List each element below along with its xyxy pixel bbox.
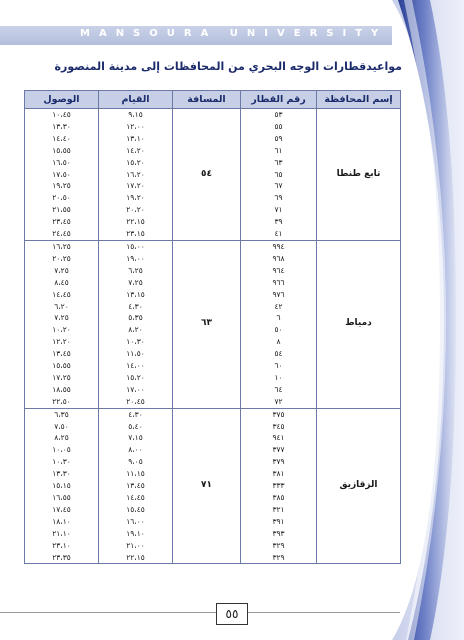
departure-cell: ٥،٣٥ bbox=[99, 312, 173, 324]
train-number-cell: ٣٢٩ bbox=[241, 540, 317, 552]
arrival-cell: ١٢،٢٠ bbox=[25, 336, 99, 348]
arrival-cell: ١٧،٤٥ bbox=[25, 504, 99, 516]
arrival-cell: ١٩،٢٥ bbox=[25, 180, 99, 192]
departure-cell: ٦،٢٥ bbox=[99, 265, 173, 277]
table-header-row bbox=[25, 91, 401, 109]
train-number-cell: ٣٢٩ bbox=[241, 552, 317, 564]
train-number-cell: ٥٩ bbox=[241, 133, 317, 145]
train-number-cell: ٦ bbox=[241, 312, 317, 324]
arrival-cell: ٦،٣٥ bbox=[25, 408, 99, 420]
page-number: ٥٥ bbox=[216, 603, 248, 625]
distance-cell: ٥٤ bbox=[173, 109, 241, 241]
departure-cell: ١٤،٢٠ bbox=[99, 145, 173, 157]
arrival-cell: ١٧،٢٥ bbox=[25, 372, 99, 384]
departure-cell: ٧،٢٥ bbox=[99, 277, 173, 289]
train-number-cell: ٥٣ bbox=[241, 109, 317, 121]
departure-cell: ١٣،١٠ bbox=[99, 133, 173, 145]
departure-cell: ٢١،٠٠ bbox=[99, 540, 173, 552]
arrival-cell: ١٠،٠٥ bbox=[25, 444, 99, 456]
col-departure: القيام bbox=[99, 91, 173, 109]
train-number-cell: ٥٤ bbox=[241, 348, 317, 360]
table-row bbox=[25, 240, 401, 252]
arrival-cell: ٢٠،٢٥ bbox=[25, 253, 99, 265]
arrival-cell: ١٦،٥٠ bbox=[25, 157, 99, 169]
train-number-cell: ٣٩ bbox=[241, 216, 317, 228]
train-number-cell: ٩٦٦ bbox=[241, 277, 317, 289]
train-number-cell: ٣٤٥ bbox=[241, 421, 317, 433]
departure-cell: ١٥،٢٠ bbox=[99, 157, 173, 169]
arrival-cell: ١٦،٥٥ bbox=[25, 492, 99, 504]
departure-cell: ١٠،٣٠ bbox=[99, 336, 173, 348]
train-number-cell: ٩٧٦ bbox=[241, 289, 317, 301]
train-number-cell: ٦٠ bbox=[241, 360, 317, 372]
train-schedule-table bbox=[24, 90, 401, 564]
arrival-cell: ١٥،٥٥ bbox=[25, 145, 99, 157]
university-name: MANSOURA UNIVERSITY bbox=[80, 28, 388, 39]
arrival-cell: ١٥،٥٥ bbox=[25, 360, 99, 372]
departure-cell: ١١،١٥ bbox=[99, 468, 173, 480]
train-number-cell: ٤١ bbox=[241, 228, 317, 240]
train-number-cell: ٩٩٤ bbox=[241, 240, 317, 252]
departure-cell: ٧،١٥ bbox=[99, 432, 173, 444]
train-number-cell: ٣٣٣ bbox=[241, 480, 317, 492]
train-number-cell: ٧١ bbox=[241, 204, 317, 216]
arrival-cell: ١٠،٣٠ bbox=[25, 456, 99, 468]
train-number-cell: ٣٩٣ bbox=[241, 528, 317, 540]
governorate-cell: تابع طنطا bbox=[317, 109, 401, 241]
train-number-cell: ٣٨١ bbox=[241, 468, 317, 480]
train-number-cell: ٥٥ bbox=[241, 121, 317, 133]
arrival-cell: ٧،٥٠ bbox=[25, 421, 99, 433]
train-number-cell: ٤٢ bbox=[241, 301, 317, 313]
departure-cell: ٩،٠٥ bbox=[99, 456, 173, 468]
departure-cell: ١٦،٢٠ bbox=[99, 169, 173, 181]
table-body bbox=[25, 109, 401, 564]
departure-cell: ١٦،٠٠ bbox=[99, 516, 173, 528]
arrival-cell: ١٣،٤٥ bbox=[25, 348, 99, 360]
train-number-cell: ٩٦٨ bbox=[241, 253, 317, 265]
departure-cell: ١١،٥٠ bbox=[99, 348, 173, 360]
col-distance: المسافة bbox=[173, 91, 241, 109]
table-row bbox=[25, 109, 401, 121]
train-number-cell: ٦٧ bbox=[241, 180, 317, 192]
departure-cell: ٤،٣٠ bbox=[99, 408, 173, 420]
departure-cell: ١٣،٤٥ bbox=[99, 480, 173, 492]
arrival-cell: ٢٢،٥٠ bbox=[25, 396, 99, 408]
arrival-cell: ١٣،٣٠ bbox=[25, 121, 99, 133]
arrival-cell: ١٥،١٥ bbox=[25, 480, 99, 492]
departure-cell: ١٩،١٠ bbox=[99, 528, 173, 540]
arrival-cell: ١٣،٣٠ bbox=[25, 468, 99, 480]
governorate-cell: دمياط bbox=[317, 240, 401, 408]
train-number-cell: ٣٧٩ bbox=[241, 456, 317, 468]
schedule-table-wrap bbox=[24, 90, 400, 592]
arrival-cell: ٧،٢٥ bbox=[25, 312, 99, 324]
table-row bbox=[25, 408, 401, 420]
arrival-cell: ٨،٤٥ bbox=[25, 277, 99, 289]
col-arrival: الوصول bbox=[25, 91, 99, 109]
arrival-cell: ١٠،٢٠ bbox=[25, 324, 99, 336]
departure-cell: ٢٠،٢٠ bbox=[99, 204, 173, 216]
page-title: مواعيدقطارات الوجه البحري من المحافظات إلى مدينة المنصورة bbox=[54, 60, 402, 73]
arrival-cell: ٢٣،١٠ bbox=[25, 540, 99, 552]
departure-cell: ١٣،١٥ bbox=[99, 289, 173, 301]
departure-cell: ٢٢،١٥ bbox=[99, 552, 173, 564]
train-number-cell: ٦٥ bbox=[241, 169, 317, 181]
arrival-cell: ١٨،١٠ bbox=[25, 516, 99, 528]
arrival-cell: ٢٣،٤٥ bbox=[25, 216, 99, 228]
departure-cell: ١٤،٠٠ bbox=[99, 360, 173, 372]
departure-cell: ٢٢،١٥ bbox=[99, 216, 173, 228]
arrival-cell: ٢٠،٥٠ bbox=[25, 192, 99, 204]
train-number-cell: ٦١ bbox=[241, 145, 317, 157]
distance-cell: ٧١ bbox=[173, 408, 241, 564]
departure-cell: ٨،٢٠ bbox=[99, 324, 173, 336]
arrival-cell: ١٨،٥٥ bbox=[25, 384, 99, 396]
arrival-cell: ٢١،٥٥ bbox=[25, 204, 99, 216]
train-number-cell: ١٠ bbox=[241, 372, 317, 384]
arrival-cell: ٨،٢٥ bbox=[25, 432, 99, 444]
arrival-cell: ٢٣،٣٥ bbox=[25, 552, 99, 564]
departure-cell: ١٥،٢٠ bbox=[99, 372, 173, 384]
distance-cell: ٦٣ bbox=[173, 240, 241, 408]
train-number-cell: ٦٤ bbox=[241, 384, 317, 396]
col-train-number: رقم القطار bbox=[241, 91, 317, 109]
departure-cell: ١٧،٠٠ bbox=[99, 384, 173, 396]
train-number-cell: ٣٧٧ bbox=[241, 444, 317, 456]
arrival-cell: ١٧،٥٠ bbox=[25, 169, 99, 181]
train-number-cell: ٩٦٤ bbox=[241, 265, 317, 277]
train-number-cell: ٣٢١ bbox=[241, 504, 317, 516]
arrival-cell: ٧،٢٥ bbox=[25, 265, 99, 277]
departure-cell: ١٢،٠٠ bbox=[99, 121, 173, 133]
departure-cell: ٤،٣٠ bbox=[99, 301, 173, 313]
departure-cell: ٥،٤٠ bbox=[99, 421, 173, 433]
arrival-cell: ٢١،١٠ bbox=[25, 528, 99, 540]
train-number-cell: ٧٢ bbox=[241, 396, 317, 408]
arrival-cell: ١٤،٤٠ bbox=[25, 133, 99, 145]
arrival-cell: ١٤،٤٥ bbox=[25, 289, 99, 301]
departure-cell: ١٤،٤٥ bbox=[99, 492, 173, 504]
departure-cell: ٢٠،٤٥ bbox=[99, 396, 173, 408]
departure-cell: ١٥،٠٠ bbox=[99, 240, 173, 252]
departure-cell: ١٩،٢٠ bbox=[99, 192, 173, 204]
train-number-cell: ٩٤١ bbox=[241, 432, 317, 444]
arrival-cell: ١٦،٢٥ bbox=[25, 240, 99, 252]
departure-cell: ١٥،٤٥ bbox=[99, 504, 173, 516]
train-number-cell: ٣٧٥ bbox=[241, 408, 317, 420]
departure-cell: ١٩،٠٠ bbox=[99, 253, 173, 265]
departure-cell: ٩،١٥ bbox=[99, 109, 173, 121]
arrival-cell: ٢٤،٤٥ bbox=[25, 228, 99, 240]
footer-line bbox=[0, 612, 400, 613]
arrival-cell: ١٠،٤٥ bbox=[25, 109, 99, 121]
departure-cell: ٨،٠٠ bbox=[99, 444, 173, 456]
governorate-cell: الزقازيق bbox=[317, 408, 401, 564]
train-number-cell: ٣٩١ bbox=[241, 516, 317, 528]
departure-cell: ٢٣،١٥ bbox=[99, 228, 173, 240]
arrival-cell: ٦،٢٠ bbox=[25, 301, 99, 313]
departure-cell: ١٧،٢٠ bbox=[99, 180, 173, 192]
train-number-cell: ٦٣ bbox=[241, 157, 317, 169]
col-governorate: إسم المحافظة bbox=[317, 91, 401, 109]
train-number-cell: ٨ bbox=[241, 336, 317, 348]
train-number-cell: ٣٨٥ bbox=[241, 492, 317, 504]
train-number-cell: ٥٠ bbox=[241, 324, 317, 336]
train-number-cell: ٦٩ bbox=[241, 192, 317, 204]
